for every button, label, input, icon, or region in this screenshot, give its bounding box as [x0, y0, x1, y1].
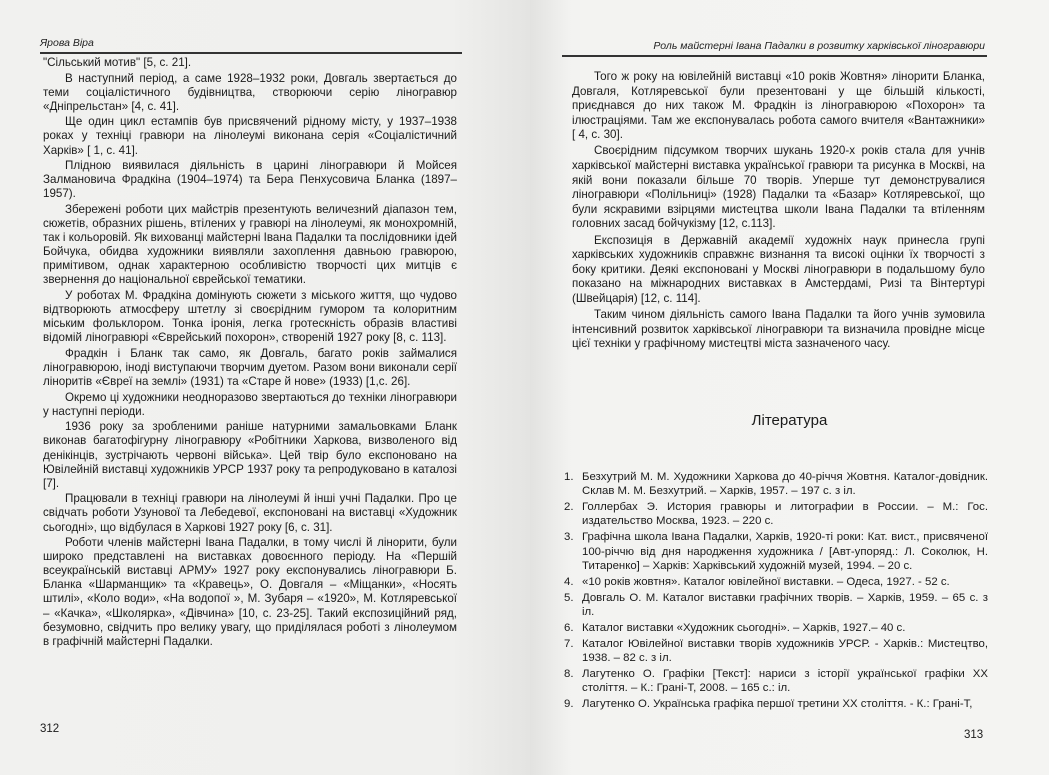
reference-item: [564, 470, 988, 498]
reference-number: 1.: [564, 471, 574, 483]
reference-number: 9.: [564, 698, 574, 711]
right-page: [530, 0, 1049, 775]
paragraph: Ще один цикл естампів був присвячений рідному місту, у 1937–1938 роках у техніці гравюри на лінолеумі виконана серія «Соціалістичний Харків» [ 1, с. 41].: [43, 115, 457, 157]
paragraph: 1936 року за зробленими раніше натурними замальовками Бланк виконав багатофігурну ліногравюру «Робітники Харкова, визволеного від денікінців, зустрічають червоні війська». Цей твір було експоновано на Ювілейній виставці художників УРСР 1937 року та репродуковано в каталозі [7].: [43, 420, 457, 490]
paragraph: Роботи членів майстерні Івана Падалки, в тому числі й лінорити, були широко представлені на виставках довоєнного періоду. На «Першій всеукраїнській виставці АРМУ» 1927 року експонувались ліногравюри Б. Бланка «Шарманщик» та «Кравець», О. Довгаля – «Міщанки», «Носять штилі», «Коло води», «На водопої », М. Зубаря – «1920», М. Котляревської – «Качка», «Школярка», «Дівчина» [10, с. 23-25]. Такий експозиційний ряд, безумовно, свідчить про велику увагу, що приділялася роботі з лінолеумом в графічній майстерні Падалки.: [43, 536, 457, 648]
reference-number: 7.: [564, 638, 574, 651]
reference-item: [564, 575, 988, 589]
reference-text: Довгаль О. М. Каталог виставки графічних творів. – Харків, 1959. – 65 с. з іл.: [582, 591, 988, 619]
running-head-title: Роль майстерні Івана Падалки в розвитку харківської ліногравюри: [653, 40, 985, 52]
paragraph: В наступний період, а саме 1928–1932 роки, Довгаль звертається до теми соціалістичного будівництва, створюючи серію ліногравюр «Дніпрельстан» [4, с. 41].: [43, 71, 457, 113]
reference-item: [564, 500, 988, 528]
reference-text: Каталог виставки «Художник сьогодні». – Харків, 1927.– 40 с.: [582, 622, 906, 635]
paragraph: У роботах М. Фрадкіна домінують сюжети з міського життя, що чудово відтворюють атмосферу штетлу зі своєрідним гумором та колоритним міським фольклором. Тонка іронія, легка гротескність образів властиві відомій ліногравюрі «Єврейський похорон», створеній 1927 року [8, с. 113].: [43, 289, 457, 345]
reference-item: [564, 667, 988, 695]
reference-item: [564, 621, 988, 635]
left-body-text: [43, 56, 457, 650]
reference-list: [564, 470, 988, 713]
paragraph: Таким чином діяльність самого Івана Падалки та його учнів зумовила інтенсивний розвиток харківської ліногравюри та визначила провідне місце цієї техніки у графічному мистецтві міста зазначеного часу.: [572, 308, 985, 351]
reference-item: [564, 530, 988, 573]
reference-text: Голлербах Э. История гравюры и литографии в России. – М.: Гос. издательство Москва, 1923. – 220 с.: [582, 501, 988, 528]
reference-number: 3.: [564, 531, 574, 544]
reference-item: [564, 697, 988, 711]
header-rule: [40, 52, 462, 54]
header-rule: [562, 55, 987, 57]
paragraph: Експозиція в Державній академії художніх наук принесла групі харківських художників справжнє визнання та високі оцінки їх творчості з боку критики. Деякі експоновані у Москві ліногравюри в подальшому було показано на міжнародних виставках в Амстердамі, Ризі та Вінтертурі (Швейцарія) [12, с. 114].: [572, 233, 985, 305]
reference-text: Каталог Ювілейної виставки творів художників УРСР. - Харків.: Мистецтво, 1938. – 82 с. з іл.: [582, 638, 988, 665]
paragraph: Працювали в техніці гравюри на лінолеумі й інші учні Падалки. Про це свідчать роботи Узунової та Лебедевої, експоновані на виставці «Художник сьогодні», що відбулася в Харкові 1927 року [6, с. 31].: [43, 492, 457, 534]
page-number: 313: [964, 729, 984, 741]
paragraph: Окремо ці художники неодноразово звертаються до техніки ліногравюри у наступні періоди.: [43, 390, 457, 418]
reference-number: 2.: [564, 501, 574, 514]
reference-item: [564, 637, 988, 665]
paragraph: Плідною виявилася діяльність в царині ліногравюри й Мойсея Залмановича Фрадкіна (1904–1974) та Бера Пенхусовича Бланка (1897–1957).: [43, 159, 457, 201]
reference-number: 4.: [564, 575, 574, 588]
reference-number: 8.: [564, 668, 574, 681]
reference-text: Безхутрий М. М. Художники Харкова до 40-річчя Жовтня. Каталог-довідник. Склав М. М. Безхутрий. – Харків, 1957. – 197 с. з іл.: [582, 471, 988, 498]
page-number: 312: [40, 723, 60, 735]
paragraph: Збережені роботи цих майстрів презентують величезний діапазон тем, сюжетів, образних рішень, втілених у гравюрі на лінолеумі, як монохромній, так і кольоровій. Як вихованці майстерні Івана Падалки та послідовники ідей Бойчука, обидва художники виявляли захоплення давньою гравюрою, примітивом, однак характерною особливістю творчості цих митців є звернення до національної єврейської тематики.: [43, 202, 457, 287]
paragraph: Своєрідним підсумком творчих шукань 1920-х років стала для учнів харківської майстерні виставка української гравюри та рисунка в Москві, на якій вони показали більше 70 творів. Уперше тут демонструвалися ліногравюри «Полільниці» (1928) Падалки та «Базар» Котляревської, що були яскравими взірцями мистецтва школи Івана Падалки та втіленням головних засад бойчукізму [12, с.113].: [572, 144, 985, 231]
reference-text: Графічна школа Івана Падалки, Харків, 1920-ті роки: Кат. вист., присвяченої 100-річчю від дня народження художника / [Авт-упоряд.: Л. Соколюк, Н. Титаренко] – Харків: Харківський художній музей, 1994. – 20 с.: [582, 531, 988, 572]
reference-item: [564, 591, 988, 619]
reference-text: Лагутенко О. Графіки [Текст]: нариси з історії української графіки ХХ століття. – К.: Грані-Т, 2008. – 165 с.: іл.: [582, 668, 988, 695]
paragraph: Фрадкін і Бланк так само, як Довгаль, багато років займалися ліногравюрою, іноді виступаючи творчим дуетом. Разом вони виконали серії ліноритів «Євреї на землі» (1931) та «Старе й нове» (1933) [1,с. 26].: [43, 346, 457, 389]
running-head-author: Ярова Віра: [40, 37, 94, 49]
literature-heading: Література: [751, 412, 828, 429]
paragraph: Того ж року на ювілейній виставці «10 років Жовтня» лінорити Бланка, Довгаля, Котляревської були презентовані у ще більшій кількості, приєднався до них також М. Фрадкін із ліногравюрою «Похорон» та ілюстраціями. Там же експонувалась робота самого вчителя «Вантажники» [ 4, с. 30].: [572, 70, 985, 142]
reference-number: 5.: [564, 591, 574, 604]
right-body-text: [572, 70, 985, 353]
reference-number: 6.: [564, 622, 574, 635]
reference-text: Лагутенко О. Українська графіка першої третини ХХ століття. - К.: Грані-Т,: [582, 698, 973, 711]
paragraph: "Сільський мотив" [5, с. 21].: [43, 56, 192, 69]
reference-text: «10 років жовтня». Каталог ювілейної виставки. – Одеса, 1927. - 52 с.: [582, 575, 950, 588]
